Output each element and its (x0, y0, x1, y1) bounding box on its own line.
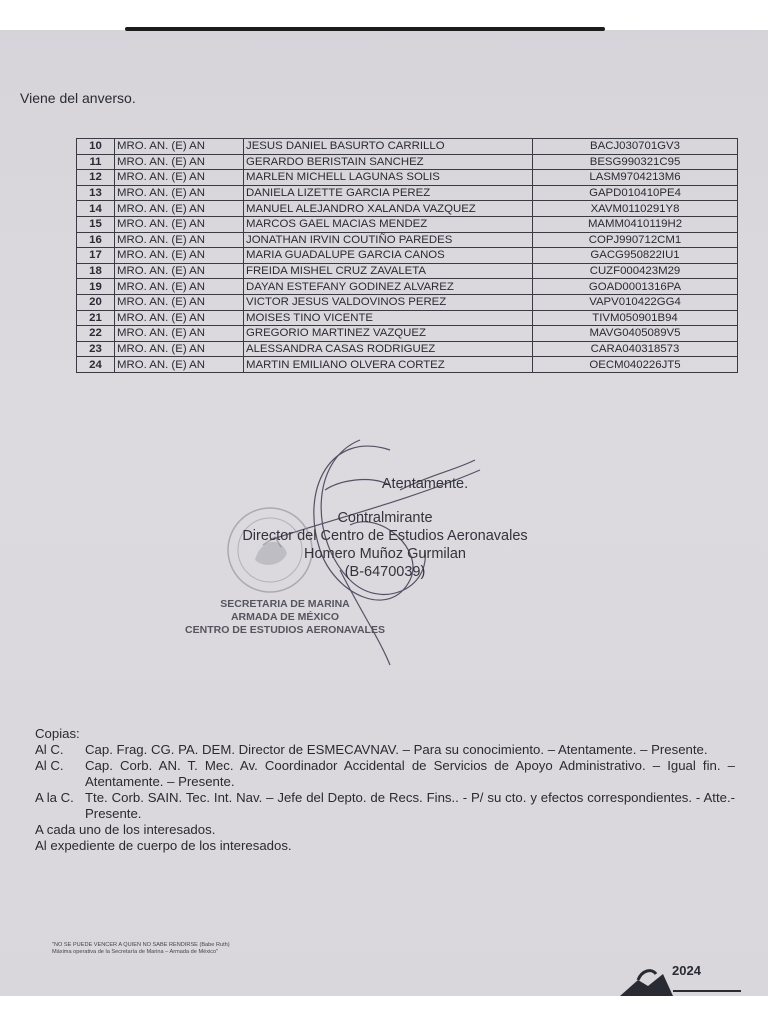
table-row (77, 326, 738, 342)
row-number: 18 (77, 263, 115, 279)
row-number: 19 (77, 279, 115, 295)
table-row (77, 216, 738, 232)
signature-block (195, 475, 575, 581)
row-name: FREIDA MISHEL CRUZ ZAVALETA (244, 263, 533, 279)
row-curp: COPJ990712CM1 (533, 232, 738, 248)
row-number: 13 (77, 185, 115, 201)
row-grade: MRO. AN. (E) AN (115, 170, 244, 186)
row-grade: MRO. AN. (E) AN (115, 294, 244, 310)
table-row (77, 294, 738, 310)
table-row (77, 279, 738, 295)
row-grade: MRO. AN. (E) AN (115, 201, 244, 217)
row-name: MARIA GUADALUPE GARCIA CANOS (244, 248, 533, 264)
row-grade: MRO. AN. (E) AN (115, 185, 244, 201)
row-curp: MAVG0405089V5 (533, 326, 738, 342)
row-name: MARLEN MICHELL LAGUNAS SOLIS (244, 170, 533, 186)
copies-section (35, 726, 735, 854)
stamp-line-3: CENTRO DE ESTUDIOS AERONAVALES (185, 624, 385, 636)
row-number: 17 (77, 248, 115, 264)
row-number: 20 (77, 294, 115, 310)
copy-entry-text: Cap. Frag. CG. PA. DEM. Director de ESMECAVNAV. – Para su conocimiento. – Atentamente. – Presente. (85, 742, 708, 757)
row-curp: CARA040318573 (533, 341, 738, 357)
copy-entry-label: A la C. (35, 790, 74, 805)
signer-name: Homero Muñoz Gurmilan (304, 546, 466, 562)
row-name: GERARDO BERISTAIN SANCHEZ (244, 154, 533, 170)
page-top-edge (125, 27, 605, 31)
row-name: VICTOR JESUS VALDOVINOS PEREZ (244, 294, 533, 310)
row-grade: MRO. AN. (E) AN (115, 326, 244, 342)
row-number: 10 (77, 139, 115, 155)
stamp-line-2: ARMADA DE MÉXICO (230, 611, 340, 623)
top-margin (0, 0, 768, 30)
row-name: MARTIN EMILIANO OLVERA CORTEZ (244, 357, 533, 373)
row-grade: MRO. AN. (E) AN (115, 341, 244, 357)
table-row (77, 170, 738, 186)
copies-heading: Copias: (35, 726, 80, 741)
row-grade: MRO. AN. (E) AN (115, 279, 244, 295)
row-number: 22 (77, 326, 115, 342)
row-curp: LASM9704213M6 (533, 170, 738, 186)
row-curp: BACJ030701GV3 (533, 139, 738, 155)
personnel-table (76, 138, 738, 373)
row-number: 14 (77, 201, 115, 217)
table-row (77, 201, 738, 217)
table-row (77, 310, 738, 326)
table-row (77, 341, 738, 357)
stamp-line-1: SECRETARIA DE MARINA (220, 598, 350, 610)
table-row (77, 232, 738, 248)
row-grade: MRO. AN. (E) AN (115, 248, 244, 264)
bottom-margin (0, 996, 768, 1024)
row-curp: OECM040226JT5 (533, 357, 738, 373)
copy-entry-text: Tte. Corb. SAIN. Tec. Int. Nav. – Jefe del Depto. de Recs. Fins.. - P/ su cto. y efectos correspondientes. - Atte.- Presente. (85, 790, 735, 821)
row-name: DANIELA LIZETTE GARCIA PEREZ (244, 185, 533, 201)
row-number: 15 (77, 216, 115, 232)
row-number: 16 (77, 232, 115, 248)
table-row (77, 248, 738, 264)
row-number: 21 (77, 310, 115, 326)
row-curp: MAMM0410119H2 (533, 216, 738, 232)
footer-logo-year: 2024 (672, 963, 701, 978)
row-grade: MRO. AN. (E) AN (115, 263, 244, 279)
row-number: 24 (77, 357, 115, 373)
row-name: JONATHAN IRVIN COUTIÑO PAREDES (244, 232, 533, 248)
row-number: 23 (77, 341, 115, 357)
signer-position: Director del Centro de Estudios Aeronavales (242, 528, 528, 544)
row-curp: BESG990321C95 (533, 154, 738, 170)
personnel-table-body (77, 139, 738, 373)
motto-line-1: "NO SE PUEDE VENCER A QUIEN NO SABE RENDIRSE (Babe Ruth) (52, 942, 230, 948)
row-name: MOISES TINO VICENTE (244, 310, 533, 326)
row-curp: TIVM050901B94 (533, 310, 738, 326)
table-row (77, 185, 738, 201)
row-curp: XAVM0110291Y8 (533, 201, 738, 217)
table-row (77, 139, 738, 155)
row-curp: CUZF000423M29 (533, 263, 738, 279)
signer-id: (B-6470039) (344, 564, 426, 580)
row-number: 12 (77, 170, 115, 186)
institution-stamp (160, 598, 410, 637)
copy-file-text: Al expediente de cuerpo de los interesados. (35, 838, 292, 853)
row-name: GREGORIO MARTINEZ VAZQUEZ (244, 326, 533, 342)
table-row (77, 154, 738, 170)
table-row (77, 357, 738, 373)
copy-entry (35, 742, 735, 758)
copy-entry-text: Cap. Corb. AN. T. Mec. Av. Coordinador Accidental de Servicios de Apoyo Administrativo. – Igual fin. – Atentamente. – Presente. (85, 758, 735, 789)
row-grade: MRO. AN. (E) AN (115, 357, 244, 373)
copy-entry (35, 790, 735, 822)
row-curp: GOAD0001316PA (533, 279, 738, 295)
closing-text: Atentamente. (381, 476, 469, 492)
signer-rank: Contralmirante (337, 510, 433, 526)
row-number: 11 (77, 154, 115, 170)
copy-interested-text: A cada uno de los interesados. (35, 822, 216, 837)
copy-entry-label: Al C. (35, 742, 64, 757)
row-grade: MRO. AN. (E) AN (115, 154, 244, 170)
copy-entry (35, 758, 735, 790)
row-name: JESUS DANIEL BASURTO CARRILLO (244, 139, 533, 155)
row-name: MANUEL ALEJANDRO XALANDA VAZQUEZ (244, 201, 533, 217)
row-name: ALESSANDRA CASAS RODRIGUEZ (244, 341, 533, 357)
row-curp: VAPV010422GG4 (533, 294, 738, 310)
table-row (77, 263, 738, 279)
row-grade: MRO. AN. (E) AN (115, 216, 244, 232)
continued-from-front-text: Viene del anverso. (20, 90, 136, 106)
row-curp: GACG950822IU1 (533, 248, 738, 264)
row-name: MARCOS GAEL MACIAS MENDEZ (244, 216, 533, 232)
motto-line-2: Máxima operativa de la Secretaría de Marina – Armada de México" (52, 949, 219, 955)
row-curp: GAPD010410PE4 (533, 185, 738, 201)
row-grade: MRO. AN. (E) AN (115, 139, 244, 155)
copy-entry-label: Al C. (35, 758, 64, 773)
footer-motto (52, 942, 230, 956)
row-grade: MRO. AN. (E) AN (115, 232, 244, 248)
row-grade: MRO. AN. (E) AN (115, 310, 244, 326)
row-name: DAYAN ESTEFANY GODINEZ ALVAREZ (244, 279, 533, 295)
